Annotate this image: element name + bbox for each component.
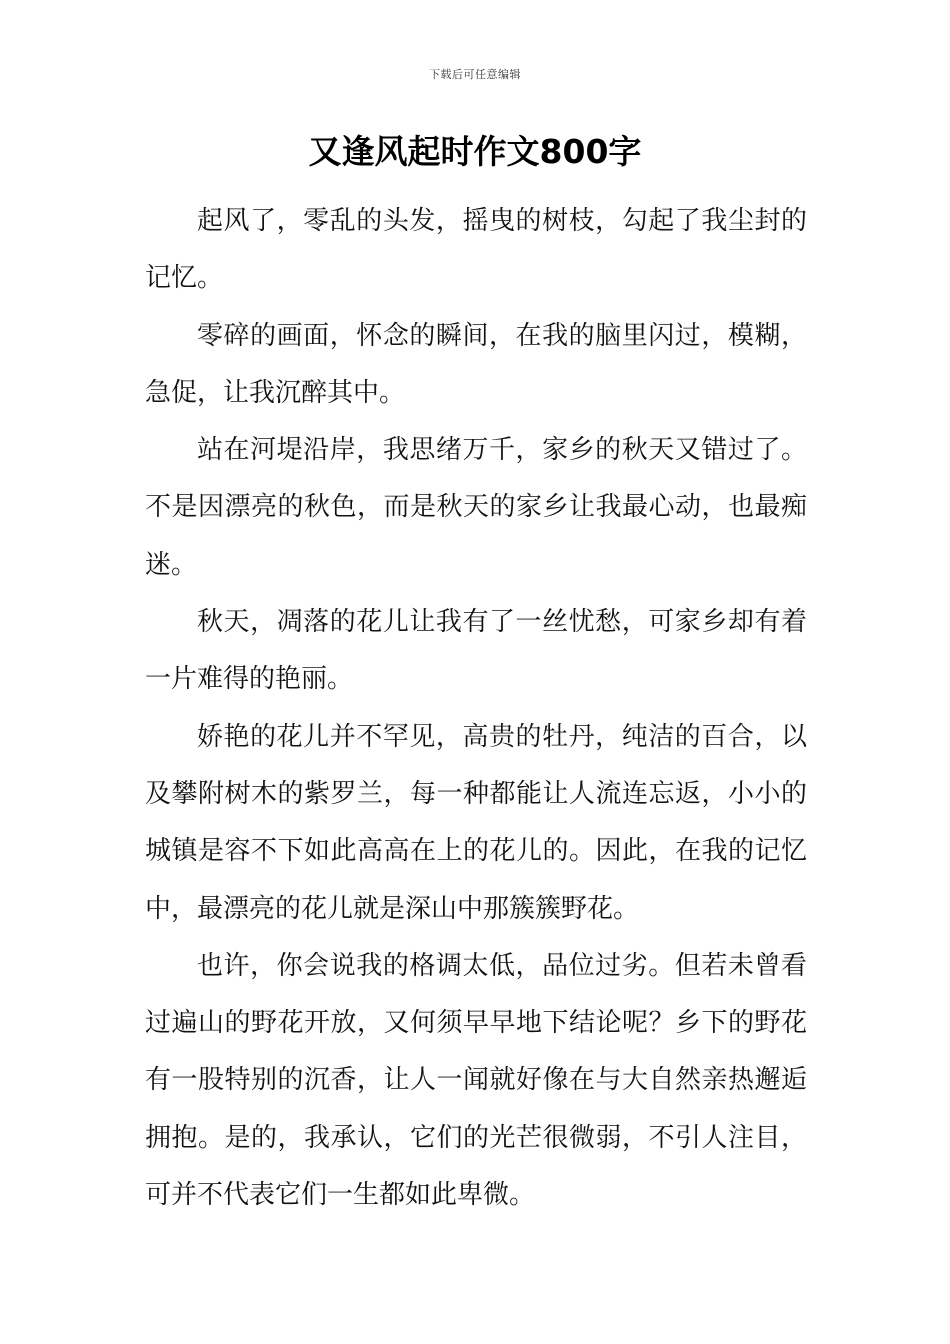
paragraph-5: 娇艳的花儿并不罕见，高贵的牡丹，纯洁的百合，以及攀附树木的紫罗兰，每一种都能让人流连忘返，小小的城镇是容不下如此高高在上的花儿的。因此，在我的记忆中，最漂亮的花儿就是深山中那簇簇野花。 bbox=[145, 721, 807, 924]
header-note: 下载后可任意编辑 bbox=[429, 68, 521, 81]
paragraph-2: 零碎的画面，怀念的瞬间，在我的脑里闪过，模糊，急促，让我沉醉其中。 bbox=[145, 320, 807, 408]
essay-body bbox=[145, 193, 807, 1224]
paragraph-3: 站在河堤沿岸，我思绪万千，家乡的秋天又错过了。不是因漂亮的秋色，而是秋天的家乡让我最心动，也最痴迷。 bbox=[145, 435, 807, 580]
paragraph-6: 也许，你会说我的格调太低，品位过劣。但若未曾看过遍山的野花开放，又何须早早地下结论呢？乡下的野花有一股特别的沉香，让人一闻就好像在与大自然亲热邂逅拥抱。是的，我承认，它们的光芒很微弱，不引人注目，可并不代表它们一生都如此卑微。 bbox=[145, 950, 807, 1211]
page-title: 又逢风起时作文800字 bbox=[308, 132, 642, 171]
paragraph-1: 起风了，零乱的头发，摇曳的树枝，勾起了我尘封的记忆。 bbox=[145, 206, 807, 294]
paragraph-4: 秋天，凋落的花儿让我有了一丝忧愁，可家乡却有着一片难得的艳丽。 bbox=[145, 607, 807, 695]
